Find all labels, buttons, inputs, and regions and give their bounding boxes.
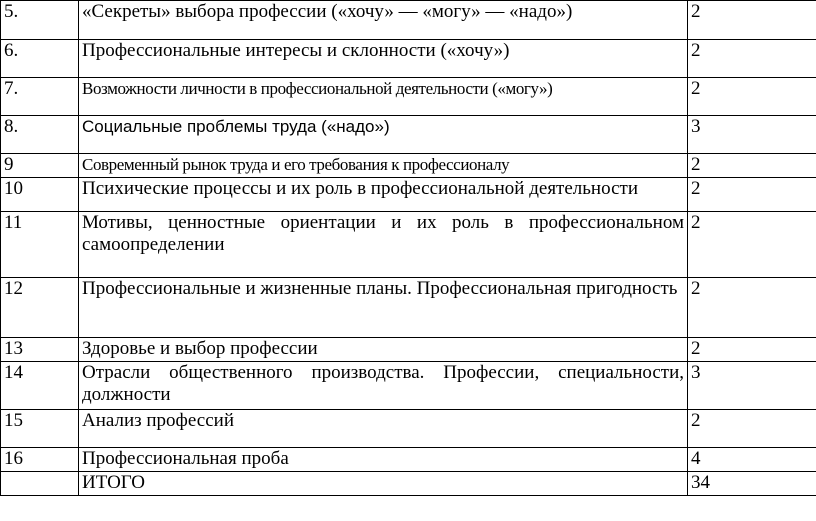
- row-number-cell: 6.: [1, 40, 79, 78]
- topic-cell: Анализ профессий: [79, 410, 688, 448]
- hours-cell: 2: [688, 40, 816, 78]
- table-row: [1, 154, 816, 178]
- table-row: [1, 338, 816, 362]
- table-row: [1, 448, 816, 472]
- row-number-cell: 8.: [1, 116, 79, 154]
- table-row: [1, 178, 816, 212]
- topic-cell: «Секреты» выбора профессии («хочу» — «могу» — «надо»): [79, 1, 688, 40]
- topic-cell: Здоровье и выбор профессии: [79, 338, 688, 362]
- row-number-cell: 13: [1, 338, 79, 362]
- topic-cell: Современный рынок труда и его требования к профессионалу: [79, 154, 688, 178]
- row-number-cell: 16: [1, 448, 79, 472]
- topic-cell: Возможности личности в профессиональной деятельности («могу»): [79, 78, 688, 116]
- hours-cell: 2: [688, 212, 816, 278]
- row-number-cell: 11: [1, 212, 79, 278]
- row-number-cell: 14: [1, 362, 79, 410]
- total-hours-cell: 34: [688, 472, 816, 496]
- hours-cell: 2: [688, 338, 816, 362]
- hours-cell: 2: [688, 78, 816, 116]
- row-number-cell: [1, 472, 79, 496]
- hours-cell: 2: [688, 154, 816, 178]
- row-number-cell: 9: [1, 154, 79, 178]
- topic-cell: Отрасли общественного производства. Профессии, специальности, должности: [79, 362, 688, 410]
- table-row: [1, 116, 816, 154]
- row-number-cell: 10: [1, 178, 79, 212]
- topic-cell: Профессиональные интересы и склонности («хочу»): [79, 40, 688, 78]
- table-row: [1, 410, 816, 448]
- row-number-cell: 5.: [1, 1, 79, 40]
- topic-cell: Психические процессы и их роль в профессиональной деятельности: [79, 178, 688, 212]
- table-row: [1, 362, 816, 410]
- table-row: [1, 40, 816, 78]
- row-number-cell: 15: [1, 410, 79, 448]
- hours-cell: 2: [688, 178, 816, 212]
- topic-cell: Социальные проблемы труда («надо»): [79, 116, 688, 154]
- table-row: [1, 1, 816, 40]
- row-number-cell: 12: [1, 278, 79, 338]
- hours-cell: 2: [688, 410, 816, 448]
- hours-cell: 3: [688, 116, 816, 154]
- total-label-cell: ИТОГО: [79, 472, 688, 496]
- table-row: [1, 212, 816, 278]
- row-number-cell: 7.: [1, 78, 79, 116]
- table-row: [1, 78, 816, 116]
- table-row-total: [1, 472, 816, 496]
- table-row: [1, 278, 816, 338]
- hours-cell: 3: [688, 362, 816, 410]
- hours-cell: 2: [688, 278, 816, 338]
- hours-cell: 2: [688, 1, 816, 40]
- hours-cell: 4: [688, 448, 816, 472]
- topic-cell: Профессиональная проба: [79, 448, 688, 472]
- topic-cell: Профессиональные и жизненные планы. Профессиональная пригодность: [79, 278, 688, 338]
- topic-cell: Мотивы, ценностные ориентации и их роль в профессиональном самоопределении: [79, 212, 688, 278]
